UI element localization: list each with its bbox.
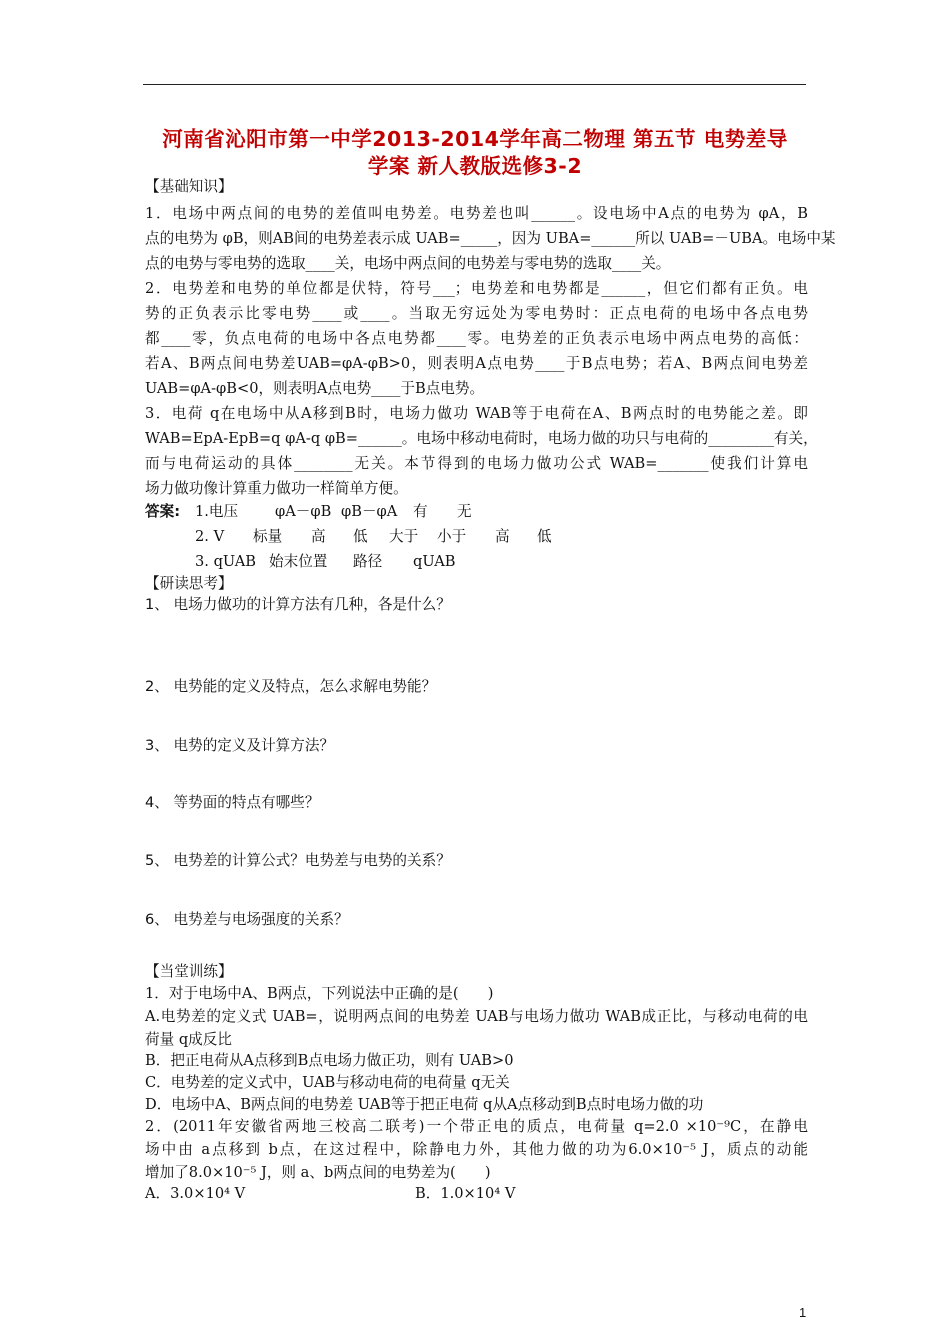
basic-line: UAB=φA-φB<0，则表明A点电势____于B点电势。: [145, 380, 485, 397]
answer-item: 1.电压: [195, 503, 239, 520]
answer-item: 高: [311, 528, 326, 545]
training-line: B．把正电荷从A点移到B点电场力做正功，则有 UAB>0: [145, 1052, 514, 1069]
answer-item: φA－φB: [275, 503, 332, 520]
basic-line: 3．电荷 q在电场中从A移到B时，电场力做功 WAB等于电荷在A、B两点时的电势能之差。即: [145, 405, 808, 422]
section-header-training: 【当堂训练】: [145, 963, 233, 980]
answer-item: 小于: [437, 528, 467, 545]
study-question: 5、 电势差的计算公式？电势差与电势的关系？: [145, 852, 451, 869]
study-question: 6、 电势差与电场强度的关系？: [145, 911, 349, 928]
answer-item: 低: [537, 528, 552, 545]
basic-line: 而与电荷运动的具体________无关。本节得到的电场力做功公式 WAB=_______使我们计算电: [145, 455, 808, 472]
answer-item: 标量: [253, 528, 283, 545]
answer-item: qUAB: [413, 553, 456, 570]
answers-label: 答案:: [145, 503, 181, 520]
answer-item: 无: [457, 503, 472, 520]
answer-item: 有: [413, 503, 428, 520]
training-line: C．电势差的定义式中，UAB与移动电荷的电荷量 q无关: [145, 1074, 510, 1091]
option-b: B．1.0×10⁴ V: [415, 1185, 516, 1202]
answer-item: 大于: [389, 528, 419, 545]
basic-line: 都____零，负点电荷的电场中各点电势都____零。电势差的正负表示电场中两点电势的高低：: [145, 330, 808, 347]
basic-line: 点的电势与零电势的选取____关，电场中两点间的电势差与零电势的选取____关。: [145, 255, 671, 272]
training-line: A.电势差的定义式 UAB=，说明两点间的电势差 UAB与电场力做功 WAB成正比，与移动电荷的电: [145, 1008, 808, 1025]
basic-line: WAB=EpA-EpB=q φA-q φB=______。电场中移动电荷时，电场力做的功只与电荷的_________有关，: [145, 430, 818, 447]
training-line: 荷量 q成反比: [145, 1031, 232, 1048]
answer-item: φB－φA: [341, 503, 398, 520]
study-question: 3、 电势的定义及计算方法？: [145, 737, 335, 754]
section-header-study: 【研读思考】: [145, 575, 233, 592]
answer-item: 路径: [353, 553, 383, 570]
answer-item: 2. V: [195, 528, 225, 545]
training-line: 增加了8.0×10⁻⁵ J，则 a、b两点间的电势差为( ): [145, 1164, 491, 1181]
option-a: A．3.0×10⁴ V: [145, 1185, 246, 1202]
page-number: 1: [799, 1305, 807, 1320]
training-line: 2．(2011年安徽省两地三校高二联考)一个带正电的质点，电荷量 q=2.0 ×10⁻⁹C，在静电: [145, 1118, 808, 1135]
basic-line: 若A、B两点间电势差UAB=φA-φB>0，则表明A点电势____于B点电势；若A、B两点间电势差: [145, 355, 808, 372]
study-question: 2、 电势能的定义及特点，怎么求解电势能？: [145, 678, 437, 695]
answer-item: 低: [353, 528, 368, 545]
doc-title-line-2: 学案 新人教版选修3-2: [367, 154, 583, 178]
basic-line: 点的电势为 φB，则AB间的电势差表示成 UAB=_____，因为 UBA=______所以 UAB=－UBA。电场中某: [145, 230, 836, 247]
answer-item: 3. qUAB: [195, 553, 257, 570]
training-line: D．电场中A、B两点间的电势差 UAB等于把正电荷 q从A点移动到B点时电场力做的功: [145, 1096, 704, 1113]
basic-line: 场力做功像计算重力做功一样简单方便。: [145, 480, 408, 497]
study-question: 1、 电场力做功的计算方法有几种，各是什么？: [145, 596, 451, 613]
header-rule: [143, 84, 806, 85]
basic-line: 1．电场中两点间的电势的差值叫电势差。电势差也叫______。设电场中A点的电势为 φA，B: [145, 205, 808, 222]
answer-item: 始末位置: [269, 553, 328, 570]
doc-title-line-1: 河南省沁阳市第一中学2013-2014学年高二物理 第五节 电势差导: [162, 127, 788, 151]
study-question: 4、 等势面的特点有哪些？: [145, 794, 320, 811]
answer-item: 高: [495, 528, 510, 545]
section-header-basic: 【基础知识】: [145, 178, 233, 195]
training-line: 场中由 a点移到 b点，在这过程中，除静电力外，其他力做的功为6.0×10⁻⁵ J，质点的动能: [145, 1141, 808, 1158]
answers-row-1: [145, 503, 472, 521]
basic-line: 2．电势差和电势的单位都是伏特，符号___；电势差和电势都是______，但它们都有正负。电: [145, 280, 808, 297]
training-line: 1．对于电场中A、B两点，下列说法中正确的是( ): [145, 985, 494, 1002]
basic-line: 势的正负表示比零电势____或____。当取无穷远处为零电势时：正点电荷的电场中各点电势: [145, 305, 808, 322]
